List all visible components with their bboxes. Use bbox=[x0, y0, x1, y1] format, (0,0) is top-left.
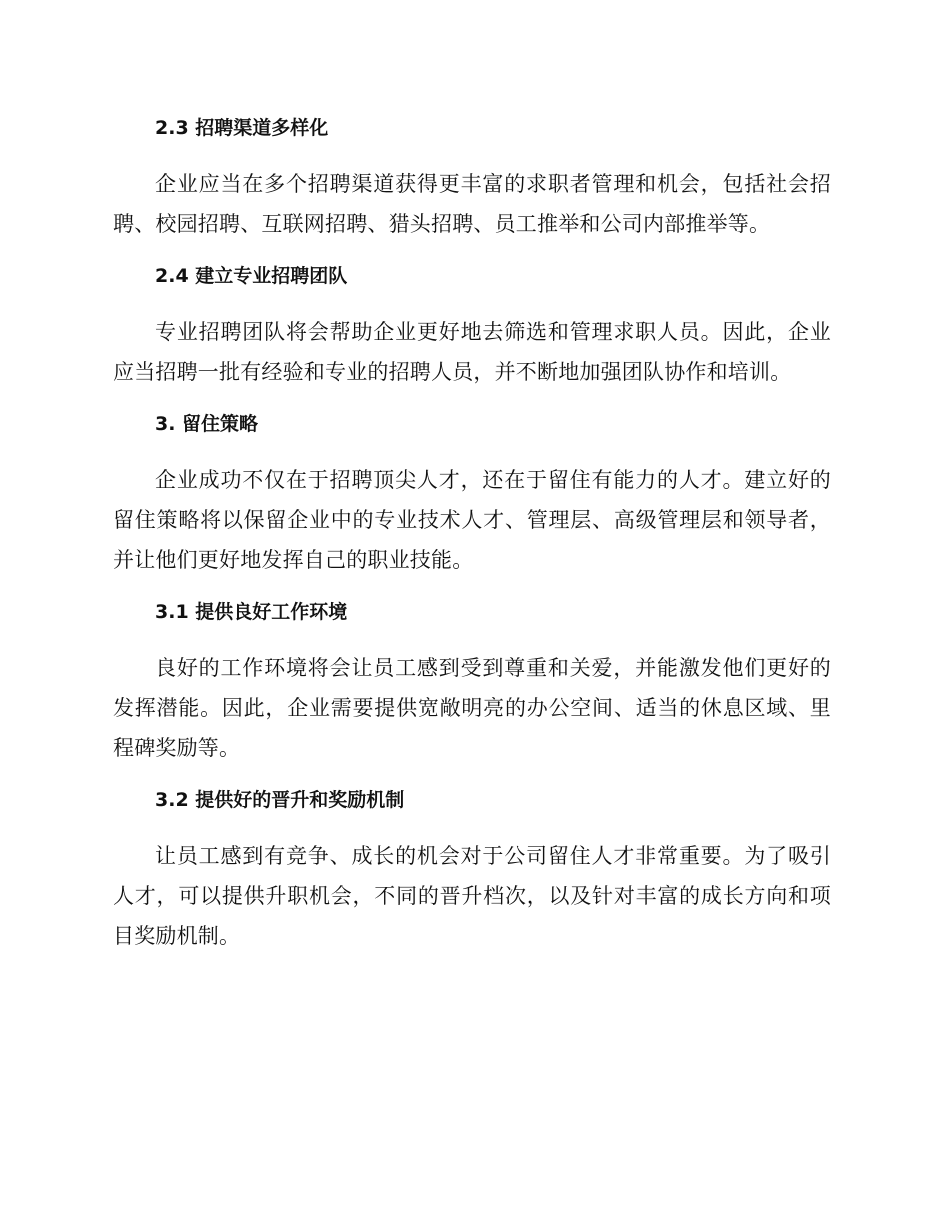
section-heading-3: 3. 留住策略 bbox=[155, 413, 259, 435]
section-heading-2-3: 2.3 招聘渠道多样化 bbox=[155, 117, 329, 139]
section-heading-3-1: 3.1 提供良好工作环境 bbox=[155, 601, 348, 623]
section-body-3-2: 让员工感到有竞争、成长的机会对于公司留住人才非常重要。为了吸引人才，可以提供升职机会，不同的晋升档次，以及针对丰富的成长方向和项目奖励机制。 bbox=[113, 844, 831, 948]
section-body-2-4: 专业招聘团队将会帮助企业更好地去筛选和管理求职人员。因此，企业应当招聘一批有经验和专业的招聘人员，并不断地加强团队协作和培训。 bbox=[113, 320, 831, 384]
section-body-3-1: 良好的工作环境将会让员工感到受到尊重和关爱，并能激发他们更好的发挥潜能。因此，企业需要提供宽敞明亮的办公空间、适当的休息区域、里程碑奖励等。 bbox=[113, 656, 831, 760]
section-heading-2-4: 2.4 建立专业招聘团队 bbox=[155, 265, 348, 287]
section-body-3: 企业成功不仅在于招聘顶尖人才，还在于留住有能力的人才。建立好的留住策略将以保留企业中的专业技术人才、管理层、高级管理层和领导者，并让他们更好地发挥自己的职业技能。 bbox=[113, 468, 831, 572]
section-heading-3-2: 3.2 提供好的晋升和奖励机制 bbox=[155, 789, 405, 811]
document-content bbox=[113, 110, 831, 956]
section-body-2-3: 企业应当在多个招聘渠道获得更丰富的求职者管理和机会，包括社会招聘、校园招聘、互联网招聘、猎头招聘、员工推举和公司内部推举等。 bbox=[113, 172, 831, 236]
